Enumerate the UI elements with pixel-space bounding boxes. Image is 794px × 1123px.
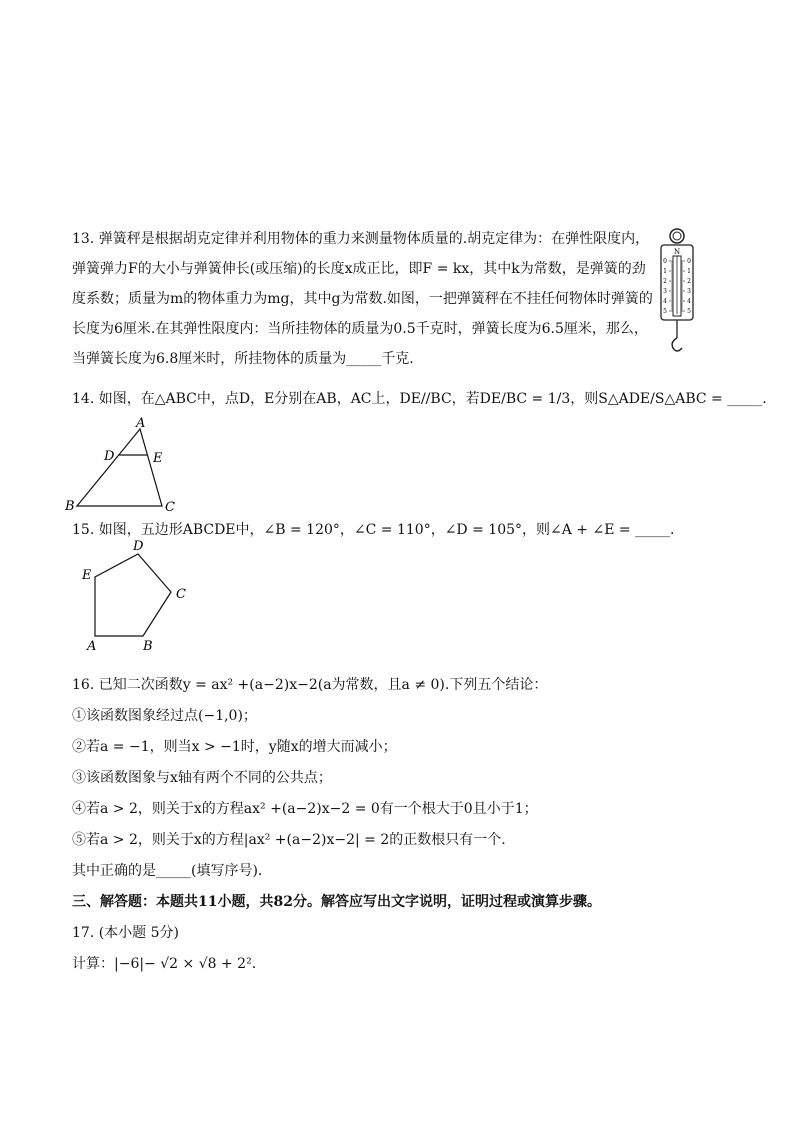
pentagon-figure [78, 537, 198, 655]
scale-left-tick-3: 3 [663, 288, 667, 295]
q17-title: 17. (本小题 5分) [72, 925, 179, 941]
spring-scale-figure [656, 226, 698, 356]
label-a: A [87, 639, 97, 654]
label-e: E [82, 568, 92, 583]
label-d: D [104, 449, 115, 464]
scale-right-tick-0: 0 [687, 258, 691, 265]
q17-text: 计算：|−6|− √2 × √8 + 2². [72, 956, 257, 972]
q16-item-2: ②若a = −1，则当x > −1时，y随x的增大而减小； [72, 739, 397, 755]
q16-item-3: ③该函数图象与x轴有两个不同的公共点； [72, 770, 332, 786]
q13-line-2: 弹簧弹力F的大小与弹簧伸长(或压缩)的长度x成正比，即F = kx，其中k为常数，是弹簧的劲 [72, 261, 646, 277]
label-b: B [65, 499, 75, 514]
label-b: B [143, 639, 153, 654]
q14-text: 14. 如图，在△ABC中，点D，E分别在AB，AC上，DE//BC，若DE/BC = 1/3，则S△ADE/S△ABC = _____. [72, 391, 767, 407]
scale-left-tick-0: 0 [663, 258, 667, 265]
scale-right-tick-2: 2 [687, 278, 691, 285]
q13-line-1: 13. 弹簧秤是根据胡克定律并利用物体的重力来测量物体质量的.胡克定律为：在弹性限度内， [72, 231, 650, 247]
section-3-heading: 三、解答题：本题共11小题，共82分。解答应写出文字说明，证明过程或演算步骤。 [72, 894, 601, 910]
scale-hook [672, 338, 682, 351]
scale-right-tick-4: 4 [687, 298, 691, 305]
scale-right-tick-5: 5 [687, 308, 691, 315]
scale-right-tick-3: 3 [687, 288, 691, 295]
triangle-figure [60, 414, 180, 514]
label-c: C [165, 500, 175, 514]
scale-left-tick-1: 1 [663, 268, 667, 275]
label-a: A [136, 416, 146, 431]
q13-line-3: 度系数；质量为m的物体重力为mg，其中g为常数.如图，一把弹簧秤在不挂任何物体时弹簧的 [72, 291, 653, 307]
scale-unit-label: N [673, 248, 681, 256]
q16-answer-line: 其中正确的是_____(填写序号). [72, 863, 263, 879]
pentagon-abcde [95, 554, 171, 636]
q13-line-4: 长度为6厘米.在其弹性限度内：当所挂物体的质量为0.5千克时，弹簧长度为6.5厘米，那么， [72, 321, 648, 337]
triangle-abc [77, 429, 162, 506]
q15-text: 15. 如图，五边形ABCDE中，∠B = 120°，∠C = 110°，∠D = 105°，则∠A + ∠E = _____. [72, 522, 675, 538]
scale-left-tick-5: 5 [663, 308, 667, 315]
label-c: C [176, 587, 186, 602]
label-e: E [153, 451, 163, 466]
scale-left-tick-2: 2 [663, 278, 667, 285]
q16-item-5: ⑤若a > 2，则关于x的方程|ax² +(a−2)x−2| = 2的正数根只有一个. [72, 832, 506, 848]
q16-stem: 16. 已知二次函数y = ax² +(a−2)x−2(a为常数，且a ≠ 0).下列五个结论： [72, 677, 548, 693]
q13-line-5: 当弹簧长度为6.8厘米时，所挂物体的质量为_____千克. [72, 351, 414, 367]
scale-left-tick-4: 4 [663, 298, 667, 305]
q16-item-1: ①该函数图象经过点(−1,0)； [72, 708, 257, 724]
scale-right-tick-1: 1 [687, 268, 691, 275]
q16-item-4: ④若a > 2，则关于x的方程ax² +(a−2)x−2 = 0有一个根大于0且小于1； [72, 801, 538, 817]
label-d: D [133, 539, 144, 554]
scale-top-ring [670, 229, 684, 243]
